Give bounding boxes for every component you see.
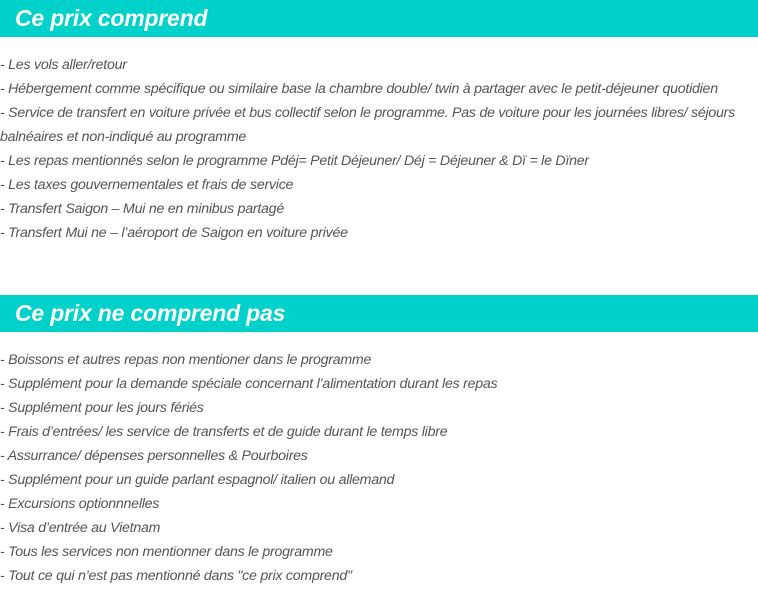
list-item: - Les taxes gouvernementales et frais de service [0,177,294,193]
list-item: - Service de transfert en voiture privée et bus collectif selon le programme. Pas de voiture pour les journées libres/ séjours balnéaires et non-indiqué au programme [0,105,735,145]
list-item: - Tout ce qui n’est pas mentionné dans "ce prix comprend" [0,568,352,584]
list-item: - Supplément pour les jours fériés [0,400,204,416]
list-item: - Boissons et autres repas non mentioner dans le programme [0,352,372,368]
list-item: - Supplément pour la demande spéciale concernant l’alimentation durant les repas [0,376,498,392]
list-item: - Les vols aller/retour [0,57,127,73]
list-item: - Frais d’entrées/ les service de transferts et de guide durant le temps libre [0,424,448,440]
list-item: - Visa d’entrée au Vietnam [0,520,161,536]
excluded-items-list [0,348,758,588]
section-header-included: Ce prix comprend [0,0,758,37]
list-item: - Tous les services non mentionner dans le programme [0,544,333,560]
list-item: - Hébergement comme spécifique ou similaire base la chambre double/ twin à partager avec le petit-déjeuner quotidien [0,81,718,97]
list-item: - Transfert Mui ne – l’aéroport de Saigon en voiture privée [0,225,348,241]
list-item: - Excursions optionnnelles [0,496,160,512]
list-item: - Assurrance/ dépenses personnelles & Pourboires [0,448,308,464]
included-items-list [0,53,758,245]
list-item: - Supplément pour un guide parlant espagnol/ italien ou allemand [0,472,395,488]
list-item: - Transfert Saigon – Mui ne en minibus partagé [0,201,284,217]
section-header-excluded: Ce prix ne comprend pas [0,295,758,332]
list-item: - Les repas mentionnés selon le programme Pdéj= Petit Déjeuner/ Déj = Déjeuner & Dï = le Dïner [0,153,589,169]
